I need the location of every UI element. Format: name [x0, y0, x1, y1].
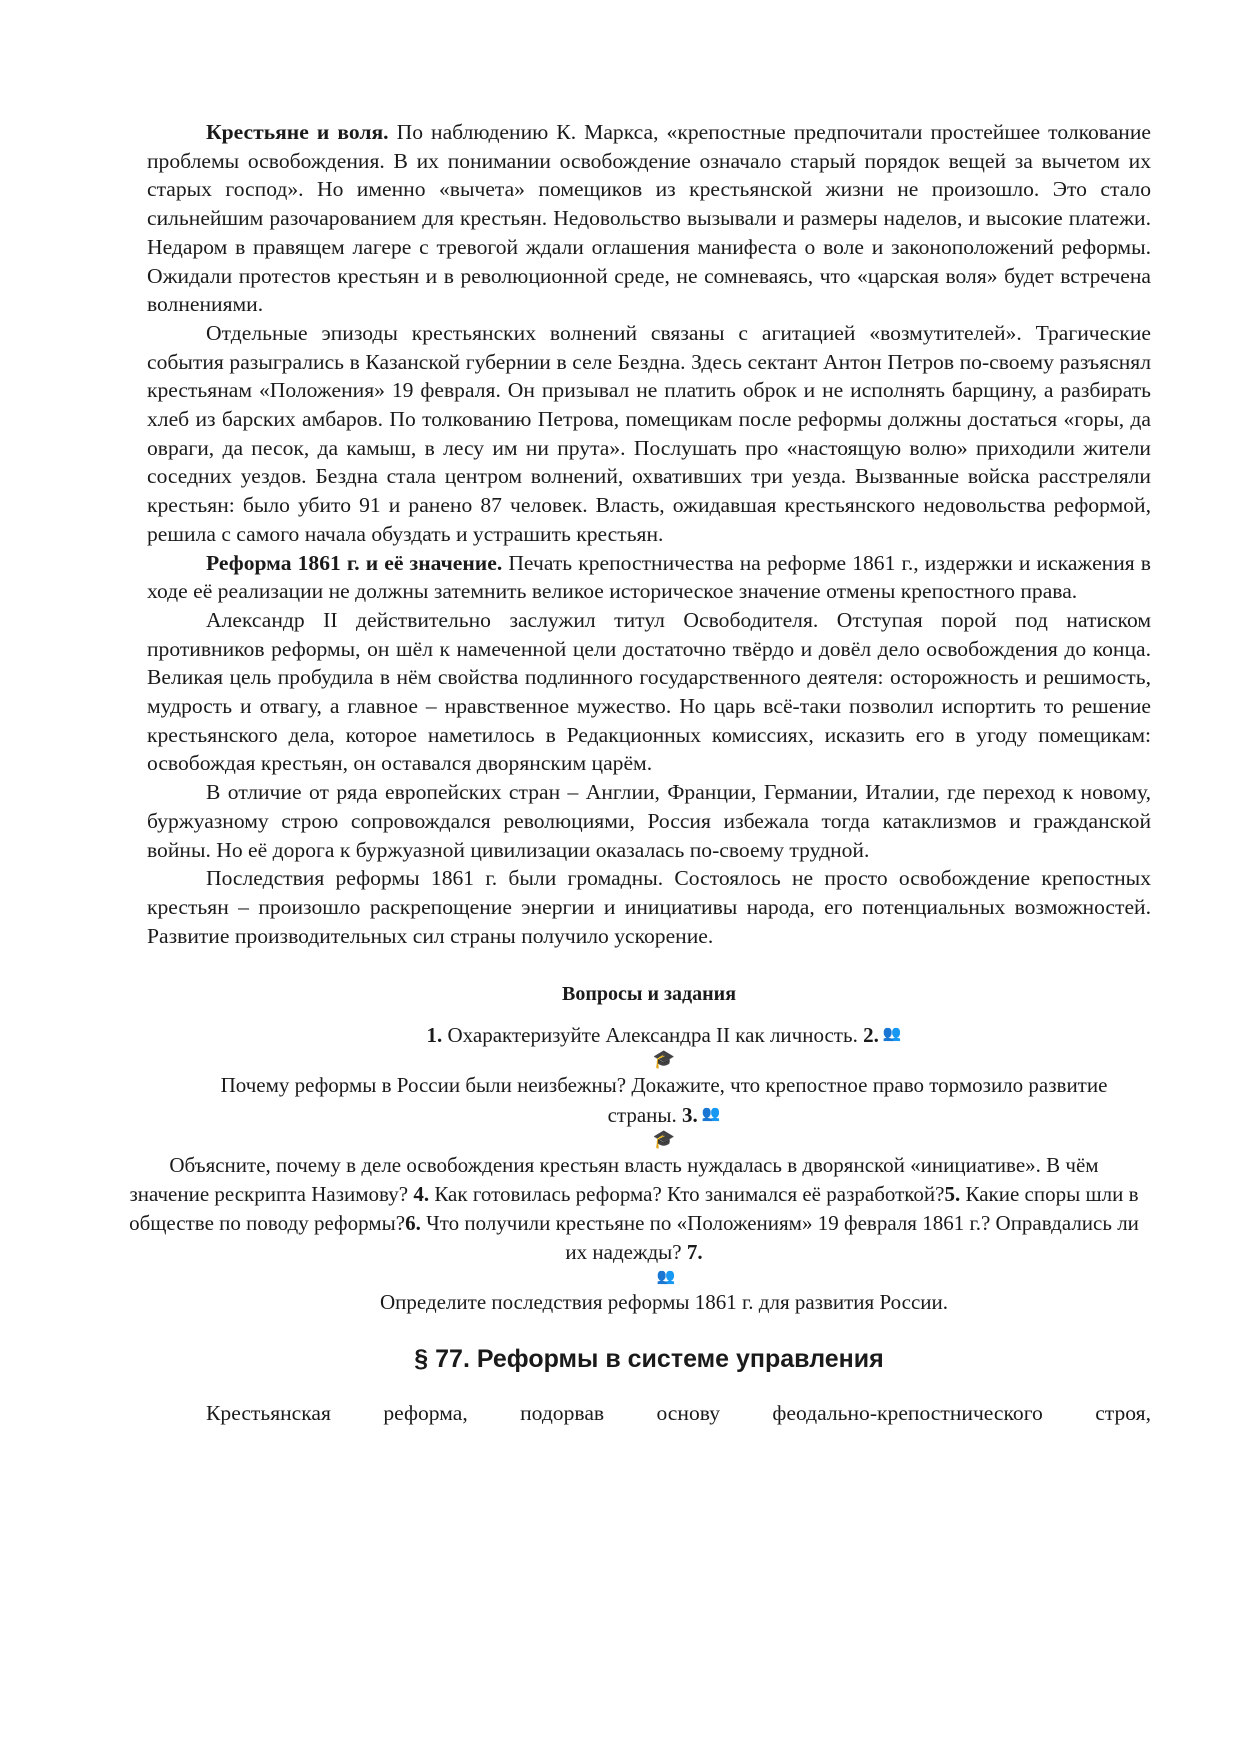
icon-row — [217, 1130, 1111, 1151]
paragraph-6 — [147, 864, 1151, 950]
paragraph-heading: Реформа 1861 г. и её значение. — [206, 550, 503, 575]
paragraph-text: Печать крепостничества на реформе 1861 г., издержки и искажения в ходе её реализации не должны затемнить великое историческое значение отмены крепостного права. — [147, 550, 1151, 604]
paragraph-text: Александр II действительно заслужил титул Освободителя. Отступая порой под натиском противников реформы, он шёл к намеченной цели достаточно твёрдо и довёл дело освобождения до конца. Великая цель пробудила в нём свойства подлинного государственного деятеля: осторожность и решимость, мудрость и отвагу, а главное – нравственное мужество. Но царь всё-таки позволил испортить то решение крестьянского дела, которое наметилось в Редакционных комиссиях, исказить его в угоду помещикам: освобождая крестьян, он оставался дворянским царём. — [147, 607, 1151, 776]
question-3 — [127, 1151, 1141, 1267]
icon-row — [217, 1267, 1111, 1288]
section-title: § 77. Реформы в системе управления — [414, 1345, 884, 1374]
question-1 — [217, 1020, 1111, 1050]
question-7 — [217, 1288, 1111, 1317]
question-number: 2. — [863, 1023, 879, 1048]
question-text: Почему реформы в России были неизбежны? Докажите, что крепостное право тормозило развитие страны. — [220, 1073, 1108, 1128]
section-first-line: Крестьянская реформа, подорвав основу феодально-крепостнического строя, — [206, 1401, 1151, 1426]
question-number: 1. — [426, 1023, 443, 1048]
question-number: 5. — [944, 1182, 961, 1207]
document-page — [129, 118, 1151, 1449]
question-text: Объясните, почему в деле освобождения крестьян власть нуждалась в дворянской «инициативе». В чём значение рескрипта Назимову? — [129, 1153, 1099, 1207]
questions-heading: Вопросы и задания — [561, 983, 737, 1006]
paragraph-2 — [147, 319, 1151, 549]
questions-list — [129, 1020, 1151, 1317]
graduation-cap-icon: 🎓 — [652, 1129, 676, 1150]
group-discussion-icon: 👥 — [701, 1106, 721, 1123]
group-discussion-icon: 👥 — [656, 1269, 676, 1286]
paragraph-4 — [147, 606, 1151, 778]
question-text: Определите последствия реформы 1861 г. для развития России. — [380, 1290, 948, 1315]
question-2 — [217, 1071, 1111, 1130]
graduation-cap-icon: 🎓 — [652, 1049, 676, 1070]
paragraph-text: Отдельные эпизоды крестьянских волнений связаны с агитацией «возмутителей». Трагические события разыгрались в Казанской губернии в селе Бездна. Здесь сектант Антон Петров по-своему разъяснял крестьянам «Положения» 19 февраля. Он призывал не платить оброк и не исполнять барщину, а разбирать хлеб из барских амбаров. По толкованию Петрова, помещикам после реформы должны достаться «горы, да овраги, да песок, да камыш, в лесу им ни прута». Послушать про «настоящую волю» приходили жители соседних уездов. Бездна стала центром волнений, охвативших три уезда. Вызванные войска расстреляли крестьян: было убито 91 и ранено 87 человек. Власть, ожидавшая крестьянского недовольства реформой, решила с самого начала обуздать и устрашить крестьян. — [147, 320, 1151, 546]
question-number: 4. — [413, 1182, 430, 1207]
question-number: 6. — [405, 1211, 421, 1236]
question-text: Какие споры шли в обществе по поводу реформы? — [129, 1182, 1139, 1236]
question-text: Как готовилась реформа? Кто занимался её разработкой? — [429, 1182, 945, 1207]
paragraph-text: По наблюдению К. Маркса, «крепостные предпочитали простейшее толкование проблемы освобождения. В их понимании освобождение означало старый порядок вещей за вычетом их старых господ». Но именно «вычета» помещиков из крестьянской жизни не произошло. Это стало сильнейшим разочарованием для крестьян. Недовольство вызывали и размеры наделов, и высокие платежи. Недаром в правящем лагере с тревогой ждали оглашения манифеста о воле и законоположений реформы. Ожидали протестов крестьян и в революционной среде, не сомневаясь, что «царская воля» будет встречена волнениями. — [147, 120, 1151, 317]
paragraph-text: Последствия реформы 1861 г. были громадны. Состоялось не просто освобождение крепостных крестьян – произошло раскрепощение энергии и инициативы народа, его потенциальных возможностей. Развитие производительных сил страны получило ускорение. — [147, 866, 1151, 948]
question-text: Охарактеризуйте Александра II как личность. — [442, 1023, 864, 1048]
question-number: 3. — [682, 1103, 698, 1128]
paragraph-3 — [147, 549, 1151, 606]
question-number: 7. — [686, 1240, 703, 1265]
paragraph-text: В отличие от ряда европейских стран – Англии, Франции, Германии, Италии, где переход к новому, буржуазному строю сопровождался революциями, Россия избежала тогда катаклизмов и гражданской войны. Но её дорога к буржуазной цивилизации оказалась по-своему трудной. — [147, 780, 1151, 862]
paragraph-1 — [147, 118, 1151, 319]
question-text: Что получили крестьяне по «Положениям» 19 февраля 1861 г.? Оправдались ли их надежды? — [420, 1211, 1139, 1265]
group-discussion-icon: 👥 — [882, 1026, 902, 1043]
paragraph-5 — [147, 778, 1151, 864]
paragraph-heading: Крестьяне и воля. — [206, 120, 389, 144]
icon-row — [217, 1050, 1111, 1071]
